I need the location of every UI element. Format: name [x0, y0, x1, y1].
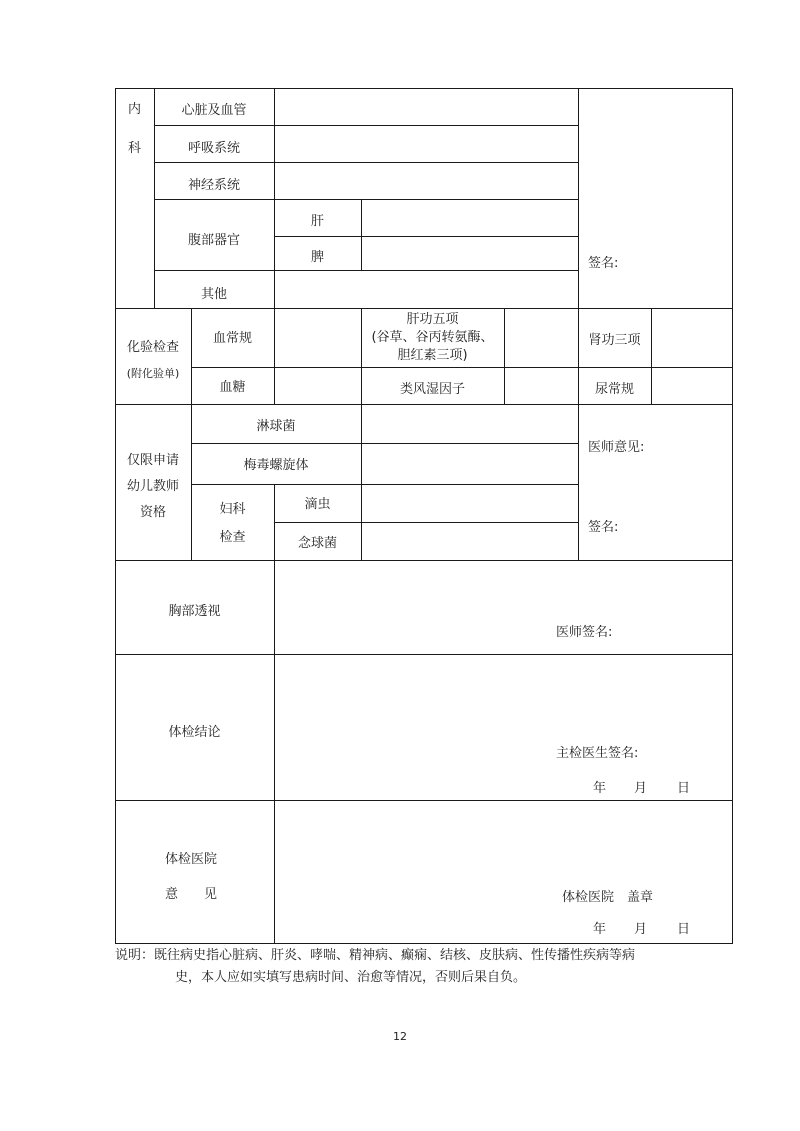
hospital-label-line-2: 意 见	[165, 887, 218, 902]
heart-vascular-field[interactable]	[275, 89, 578, 125]
conclusion-year-label: 年	[593, 781, 607, 796]
footnote-line-1: 说明：既往病史指心脏病、肝炎、哮喘、精神病、癫痫、结核、皮肤病、性传播性疾病等病	[115, 948, 636, 963]
hospital-year-label: 年	[593, 922, 607, 937]
nervous-system-field[interactable]	[275, 163, 578, 199]
rheumatoid-factor-label: 类风湿因子	[399, 382, 465, 397]
chest-doctor-signature-label: 医师签名:	[556, 625, 613, 640]
kidney-function-field[interactable]	[652, 309, 732, 367]
conclusion-month-label: 月	[634, 781, 648, 796]
blood-sugar-field[interactable]	[275, 368, 361, 404]
kidney-function-label: 肾功三项	[588, 333, 641, 348]
candida-field[interactable]	[362, 523, 578, 560]
spleen-label: 脾	[310, 250, 324, 265]
conclusion-label: 体检结论	[168, 725, 221, 740]
gonococcus-label: 淋球菌	[256, 419, 296, 434]
kindergarten-title-line-3: 资格	[139, 505, 166, 520]
hospital-day-label: 日	[677, 922, 691, 937]
liver-function-line-3: 胆红素三项)	[397, 348, 468, 363]
nervous-system-label: 神经系统	[187, 178, 240, 193]
frame-bottom	[115, 943, 733, 944]
trichomonas-field[interactable]	[362, 485, 578, 522]
candida-label: 念球菌	[297, 536, 337, 551]
conclusion-field[interactable]	[275, 655, 732, 800]
lab-title: 化验检查	[126, 340, 179, 355]
respiratory-label: 呼吸系统	[187, 141, 240, 156]
other-label: 其他	[200, 287, 227, 302]
rheumatoid-factor-field[interactable]	[505, 368, 578, 404]
blood-sugar-label: 血糖	[219, 380, 246, 395]
liver-label: 肝	[310, 214, 324, 229]
syphilis-label: 梅毒螺旋体	[243, 458, 309, 473]
other-field[interactable]	[275, 271, 578, 308]
page-number: 12	[393, 1030, 407, 1043]
hospital-month-label: 月	[634, 922, 648, 937]
syphilis-field[interactable]	[362, 444, 578, 484]
gyn-exam-line-1: 妇科	[219, 502, 246, 517]
internal-signature-area[interactable]	[579, 89, 732, 308]
hospital-opinion-field[interactable]	[275, 801, 732, 943]
liver-function-field[interactable]	[505, 309, 578, 367]
respiratory-field[interactable]	[275, 126, 578, 162]
liver-function-line-1: 肝功五项	[406, 312, 459, 327]
urine-routine-label: 尿常规	[594, 382, 634, 397]
lab-subtitle: (附化验单)	[126, 367, 180, 380]
doctor-opinion-area[interactable]	[579, 405, 732, 560]
liver-function-line-2: (谷草、谷丙转氨酶、	[371, 330, 494, 345]
gonococcus-field[interactable]	[362, 405, 578, 443]
gyn-exam-line-2: 检查	[219, 530, 246, 545]
hospital-stamp-label: 体检医院 盖章	[562, 890, 654, 905]
kindergarten-title-line-1: 仅限申请	[126, 453, 179, 468]
dept-label-char-1: 内	[128, 102, 142, 117]
kindergarten-signature-label: 签名:	[588, 520, 619, 535]
dept-label-char-2: 科	[128, 141, 142, 156]
chest-xray-field[interactable]	[275, 561, 732, 654]
line	[115, 308, 733, 309]
frame-right	[732, 88, 733, 944]
trichomonas-label: 滴虫	[304, 497, 331, 512]
chest-xray-label: 胸部透视	[168, 604, 221, 619]
blood-routine-field[interactable]	[275, 309, 361, 367]
heart-vascular-label: 心脏及血管	[181, 103, 247, 118]
abdominal-organs-label: 腹部器官	[187, 233, 240, 248]
footnote-line-2: 史，本人应如实填写患病时间、治愈等情况，否则后果自负。	[175, 970, 527, 985]
liver-field[interactable]	[362, 200, 578, 236]
chief-doctor-signature-label: 主检医生签名:	[556, 746, 639, 761]
spleen-field[interactable]	[362, 237, 578, 270]
blood-routine-label: 血常规	[212, 331, 252, 346]
kindergarten-title-line-2: 幼儿教师	[126, 479, 179, 494]
hospital-label-line-1: 体检医院	[165, 852, 218, 867]
doctor-opinion-label: 医师意见:	[588, 440, 645, 455]
urine-routine-field[interactable]	[652, 368, 732, 404]
internal-signature-label: 签名:	[588, 256, 619, 271]
conclusion-day-label: 日	[677, 781, 691, 796]
line	[154, 88, 155, 308]
